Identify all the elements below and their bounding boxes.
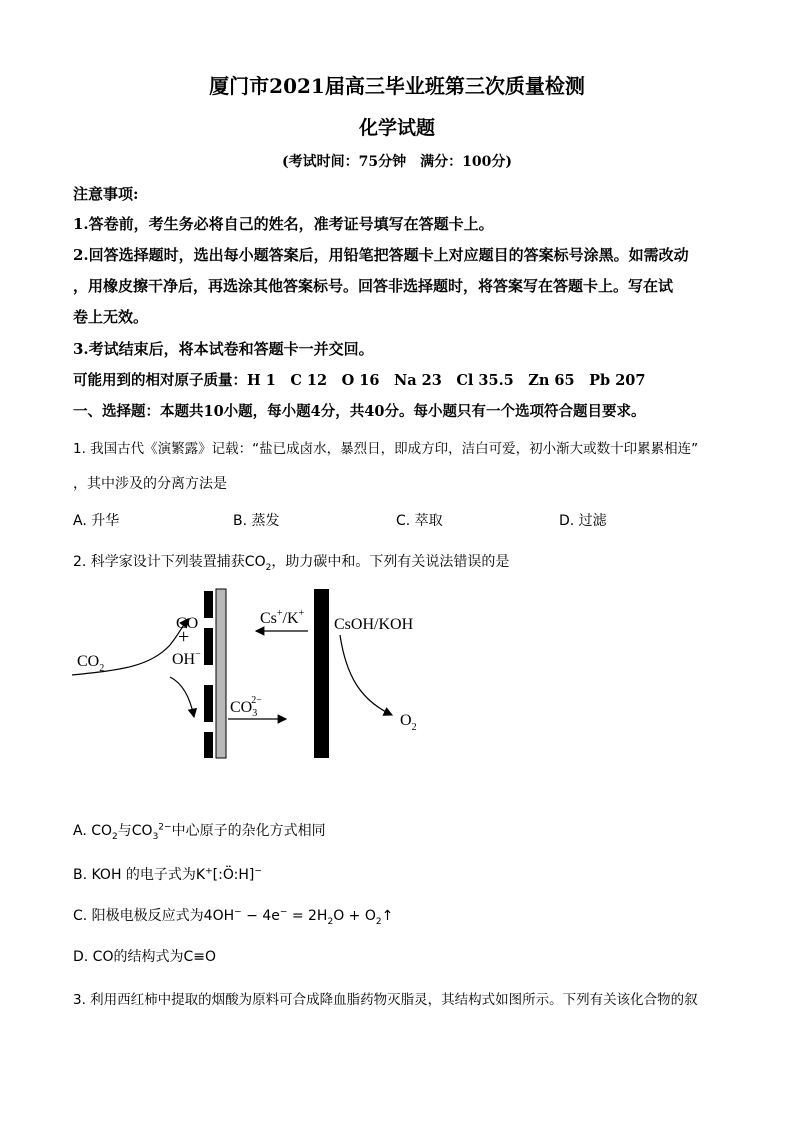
subject-title: 化学试题 [358, 117, 435, 139]
label-co: CO [176, 615, 199, 632]
q1-option-c: C. 萃取 [396, 513, 443, 529]
label-co3: $CO_32-$ [230, 695, 262, 719]
note-3: 3.考试结束后，将本试卷和答题卡一并交回。 [73, 340, 374, 358]
q3-stem-line-1: 3. 利用西红柿中提取的烟酸为原料可合成降血脂药物灭脂灵，其结构式如图所示。下列有关该化合物的叙 [73, 992, 698, 1008]
co2-capture-diagram [60, 585, 440, 775]
note-2-line-2: ，用橡皮擦干净后，再选涂其他答案标号。回答非选择题时，将答案写在答题卡上。写在试 [73, 277, 674, 295]
label-electrolyte: CsOH/KOH [334, 616, 414, 633]
notes-heading: 注意事项: [73, 185, 139, 203]
q2-option-b: B. KOH 的电子式为K+[:Ö:H]− [73, 866, 262, 883]
q2-option-d: D. CO的结构式为C≡O [73, 949, 217, 965]
note-1: 1.答卷前，考生务必将自己的姓名，准考证号填写在答题卡上。 [73, 215, 494, 233]
atomic-masses: 可能用到的相对原子质量：H 1 C 12 O 16 Na 23 Cl 35.5 Zn 65 Pb 207 [73, 372, 646, 389]
anode-plate [314, 589, 329, 758]
label-oh: OH− [172, 649, 201, 668]
q2-stem: 2. 科学家设计下列装置捕获$CO_2$，助力碳中和。下列有关说法错误的是 [73, 554, 510, 573]
label-co2: $CO_2$ [77, 653, 105, 674]
membrane [216, 589, 226, 758]
porous-electrode [204, 591, 213, 758]
q1-stem-line-2: ，其中涉及的分离方法是 [73, 476, 227, 492]
q1-option-b: B. 蒸发 [233, 513, 280, 529]
q2-option-a: A. $CO_2$与$CO_3^{2-}$中心原子的杂化方式相同 [73, 822, 326, 842]
q1-option-d: D. 过滤 [559, 513, 607, 529]
oxygen-arrow [340, 635, 392, 715]
exam-title: 厦门市2021届高三毕业班第三次质量检测 [209, 74, 585, 98]
label-cation: Cs+/K+ [260, 608, 305, 627]
note-2-line-3: 卷上无效。 [73, 308, 149, 326]
q2-option-c: C. 阳极电极反应式为$4OH^- - 4e^- = 2H_2O$ + $O_2↑$ [73, 907, 394, 927]
q1-option-a: A. 升华 [73, 513, 120, 529]
note-2-line-1: 2.回答选择题时，选出每小题答案后，用铅笔把答题卡上对应题目的答案标号涂黑。如需改动 [73, 246, 689, 264]
label-o2: $O_2$ [400, 712, 417, 733]
section-1-heading: 一、选择题：本题共10小题，每小题4分，共40分。每小题只有一个选项符合题目要求。 [73, 403, 646, 420]
q1-stem-line-1: 1. 我国古代《演繁露》记载：“盐已成卤水，暴烈日，即成方印，洁白可爱，初小渐大或数十印累累相连” [73, 441, 699, 457]
exam-info: (考试时间：75分钟 满分：100分) [282, 154, 512, 170]
label-plus: + [178, 626, 190, 648]
co2-to-carbonate-arrow [170, 677, 194, 717]
